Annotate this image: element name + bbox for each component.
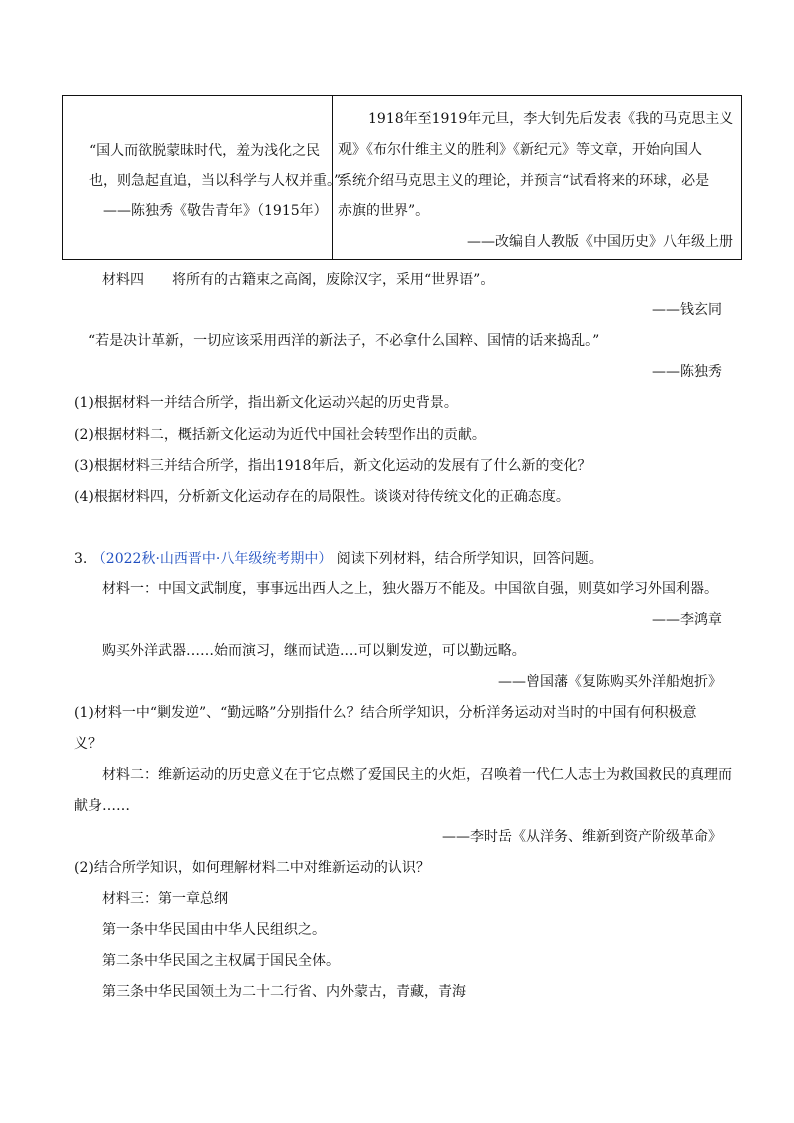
right-cell-source: ——改编自人教版《中国历史》八年级上册 xyxy=(467,234,733,250)
q2-question-3: (3)根据材料三并结合所学，指出1918年后，新文化运动的发展有了什么新的变化？ xyxy=(74,458,592,474)
left-cell-line-1: “国人而欲脱蒙昧时代，羞为浅化之民 xyxy=(89,143,321,159)
q2-question-2: (2)根据材料二，概括新文化运动为近代中国社会转型作出的贡献。 xyxy=(74,427,486,443)
q3-article-3: 第三条中华民国领土为二十二行省、内外蒙古，青藏，青海 xyxy=(102,984,466,1000)
material-4-line: 材料四 将所有的古籍束之高阁，废除汉字，采用“世界语”。 xyxy=(102,272,495,288)
materials-table xyxy=(62,95,742,260)
left-cell-source: ——陈独秀《敬告青年》（1915年） xyxy=(103,203,328,219)
q3-material-1-source: ——李鸿章 xyxy=(652,612,722,628)
q3-source-tag: （2022秋·山西晋中·八年级统考期中） xyxy=(91,551,333,567)
q3-material-1b-source: ——曾国藩《复陈购买外洋船炮折》 xyxy=(498,674,722,690)
q3-question-1-line-2: 义？ xyxy=(74,736,102,752)
q3-material-1: 材料一：中国文武制度，事事远出西人之上，独火器万不能及。中国欲自强，则莫如学习外国利器。 xyxy=(102,581,718,597)
right-cell-line-2: 观》《布尔什维主义的胜利》《新纪元》等文章，开始向国人 xyxy=(338,142,702,158)
q3-number: 3. xyxy=(74,551,88,567)
material-4-source-2: ——陈独秀 xyxy=(652,364,722,380)
q3-prompt: 阅读下列材料，结合所学知识，回答问题。 xyxy=(336,551,603,567)
q2-question-1: (1)根据材料一并结合所学，指出新文化运动兴起的历史背景。 xyxy=(74,395,458,411)
q3-article-1: 第一条中华民国由中华人民组织之。 xyxy=(102,922,326,938)
material-4-source-1: ——钱玄同 xyxy=(652,302,722,318)
right-cell-line-1: 1918年至1919年元旦，李大钊先后发表《我的马克思主义 xyxy=(368,111,734,127)
q3-question-2: (2)结合所学知识，如何理解材料二中对维新运动的认识？ xyxy=(74,860,430,876)
q3-material-2-line-1: 材料二：维新运动的历史意义在于它点燃了爱国民主的火炬，召唤着一代仁人志士为救国救民的真理而 xyxy=(102,767,732,783)
left-cell-line-2: 也，则急起直追，当以科学与人权并重。” xyxy=(89,173,342,189)
q3-material-2-line-2: 献身…… xyxy=(74,798,130,814)
q3-question-1-line-1: (1)材料一中“剿发逆”、“勤远略”分别指什么？结合所学知识，分析洋务运动对当时的中国有何积极意 xyxy=(74,705,697,721)
right-cell-line-4: 赤旗的世界”。 xyxy=(338,203,430,219)
q3-material-1b: 购买外洋武器……始而演习，继而试造....可以剿发逆，可以勤远略。 xyxy=(102,643,526,659)
q3-material-2-source: ——李时岳《从洋务、维新到资产阶级革命》 xyxy=(442,829,722,845)
q2-question-4: (4)根据材料四，分析新文化运动存在的局限性。谈谈对待传统文化的正确态度。 xyxy=(74,489,570,505)
material-4-quote: “若是决计革新，一切应该采用西洋的新法子，不必拿什么国粹、国情的话来捣乱。” xyxy=(88,333,600,349)
q3-material-3-title: 材料三：第一章总纲 xyxy=(102,891,228,907)
q3-article-2: 第二条中华民国之主权属于国民全体。 xyxy=(102,953,340,969)
right-cell-line-3: 系统介绍马克思主义的理论，并预言“试看将来的环球，必是 xyxy=(338,173,710,189)
q3-header xyxy=(74,549,603,569)
